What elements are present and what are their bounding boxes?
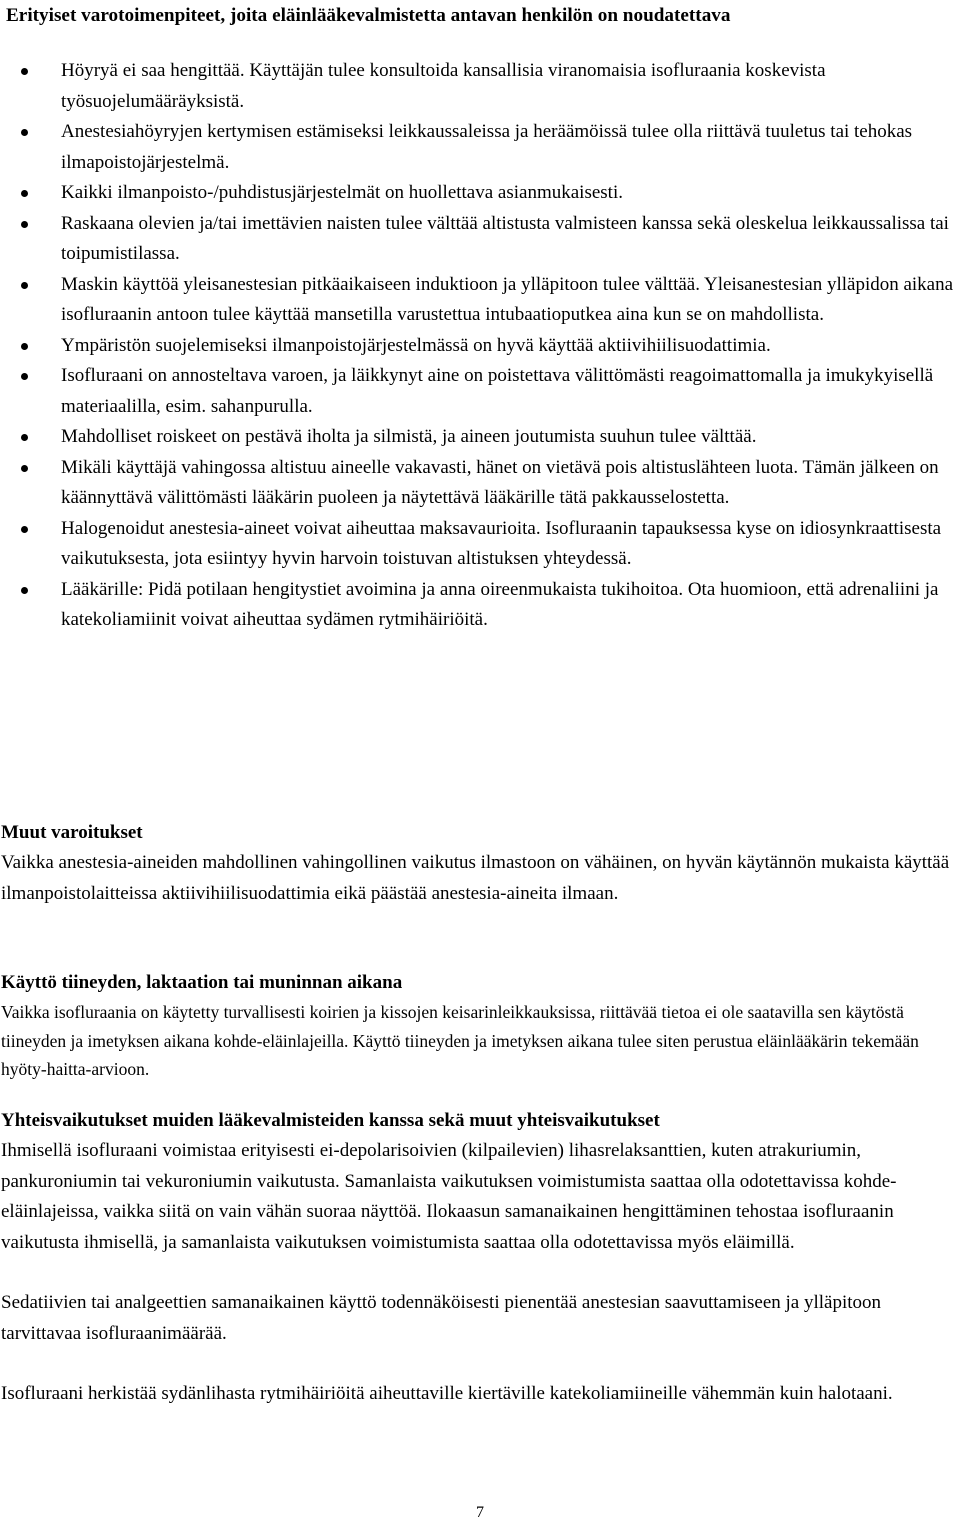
section-paragraph: Sedatiivien tai analgeettien samanaikainen käyttö todennäköisesti pienentää anestesian saavuttamiseen ja ylläpitoon tarvittavaa isofluraanimäärää. xyxy=(1,1292,882,1344)
section-paragraph: Isofluraani herkistää sydänlihasta rytmihäiriöitä aiheuttaville kiertäville katekoliamiineille vähemmän kuin halotaani. xyxy=(1,1383,893,1404)
section-paragraph: Ihmisellä isofluraani voimistaa erityisesti ei-depolarisoivien (kilpailevien) lihasrelaksanttien, kuten atrakuriumin, pankuroniumin tai vekuroniumin vaikutusta. Samanlaista vaikutuksen voimistumista saattaa olla odotettavissa kohde-eläinlajeissa, vaikka siitä on vain vähän suoraa näyttöä. Ilokaasun samanaikainen hengittäminen tehostaa isofluraanin vaikutusta ihmisellä, ja samanlaista vaikutuksen voimistumista saattaa olla odotettavissa myös eläimillä. xyxy=(1,1140,897,1253)
list-item-text: Maskin käyttöä yleisanestesian pitkäaikaiseen induktioon ja ylläpitoon tulee välttää. Yleisanestesian ylläpidon aikana isofluraanin antoon tulee käyttää mansetilla varustettua intubaatioputkea aina kun se on mahdollista. xyxy=(61,273,954,325)
list-item-text: Mikäli käyttäjä vahingossa altistuu aineelle vakavasti, hänet on vietävä pois altistuslähteen luota. Tämän jälkeen on käännyttävä välittömästi lääkärin puoleen ja näytettävä lääkärille tätä pakkausselostetta. xyxy=(61,456,939,508)
bullet-icon xyxy=(21,221,28,228)
precautions-list xyxy=(0,56,960,636)
section-heading: Yhteisvaikutukset muiden lääkevalmisteiden kanssa sekä muut yhteisvaikutukset xyxy=(1,1110,660,1131)
list-item-text: Isofluraani on annosteltava varoen, ja läikkynyt aine on poistettava välittömästi reagoimattomalla ja imukykyisellä materiaalilla, esim. sahanpurulla. xyxy=(61,365,934,417)
list-item xyxy=(0,453,960,514)
list-item xyxy=(0,422,960,453)
section-paragraph: Vaikka anestesia-aineiden mahdollinen vahingollinen vaikutus ilmastoon on vähäinen, on hyvän käytännön mukaista käyttää ilmanpoistolaitteissa aktiivihiilisuodattimia eikä päästää anestesia-aineita ilmaan. xyxy=(1,852,950,904)
list-item-text: Kaikki ilmanpoisto-/puhdistusjärjestelmät on huollettava asianmukaisesti. xyxy=(61,182,623,203)
bullet-icon xyxy=(21,68,28,75)
list-item-text: Raskaana olevien ja/tai imettävien naisten tulee välttää altistusta valmisteen kanssa sekä oleskelua leikkaussalissa tai toipumistilassa. xyxy=(61,212,949,264)
bullet-icon xyxy=(21,434,28,441)
section-interactions xyxy=(1,1106,957,1410)
page-number: 7 xyxy=(476,1504,484,1521)
list-item xyxy=(0,514,960,575)
section-heading: Muut varoitukset xyxy=(1,822,143,843)
bullet-icon xyxy=(21,190,28,197)
section-other-warnings xyxy=(1,818,957,909)
section-pregnancy-lactation xyxy=(1,968,957,1084)
bullet-icon xyxy=(21,526,28,533)
bullet-icon xyxy=(21,465,28,472)
list-item-text: Anestesiahöyryjen kertymisen estämiseksi leikkaussaleissa ja heräämöissä tulee olla riittävä tuuletus tai tehokas ilmapoistojärjestelmä. xyxy=(61,121,913,173)
list-item-text: Ympäristön suojelemiseksi ilmanpoistojärjestelmässä on hyvä käyttää aktiivihiilisuodattimia. xyxy=(61,334,771,356)
list-item xyxy=(0,361,960,422)
section-heading: Käyttö tiineyden, laktaation tai muninnan aikana xyxy=(1,972,403,993)
bullet-icon xyxy=(21,282,28,289)
list-item-text: Höyryä ei saa hengittää. Käyttäjän tulee konsultoida kansallisia viranomaisia isofluraania koskevista työsuojelumääräyksistä. xyxy=(61,60,826,112)
bullet-icon xyxy=(21,587,28,594)
list-item xyxy=(0,209,960,270)
list-item xyxy=(0,178,960,209)
list-item xyxy=(0,56,960,117)
bullet-icon xyxy=(21,129,28,136)
list-item xyxy=(0,331,960,362)
bullet-icon xyxy=(21,373,28,380)
list-item-text: Halogenoidut anestesia-aineet voivat aiheuttaa maksavaurioita. Isofluraanin tapauksessa kyse on idiosynkraattisesta vaikutuksesta, jota esiintyy hyvin harvoin toistuvan altistuksen yhteydessä. xyxy=(61,517,942,569)
list-item xyxy=(0,575,960,636)
section-heading-precautions: Erityiset varotoimenpiteet, joita eläinlääkevalmistetta antavan henkilön on noudatettava xyxy=(6,5,731,26)
bullet-icon xyxy=(21,343,28,350)
list-item xyxy=(0,117,960,178)
list-item-text: Lääkärille: Pidä potilaan hengitystiet avoimina ja anna oireenmukaista tukihoitoa. Ota huomioon, että adrenaliini ja katekoliamiinit voivat aiheuttaa sydämen rytmihäiriöitä. xyxy=(61,578,939,630)
list-item-text: Mahdolliset roiskeet on pestävä iholta ja silmistä, ja aineen joutumista suuhun tulee välttää. xyxy=(61,426,757,447)
section-paragraph: Vaikka isofluraania on käytetty turvallisesti koirien ja kissojen keisarinleikkauksissa, riittävää tietoa ei ole saatavilla sen käytöstä tiineyden ja imetyksen aikana kohde-eläinlajeilla. Käyttö tiineyden ja imetyksen aikana tulee siten perustua eläinlääkärin tekemään hyöty-haitta-arvioon. xyxy=(1,1002,919,1080)
list-item xyxy=(0,270,960,331)
